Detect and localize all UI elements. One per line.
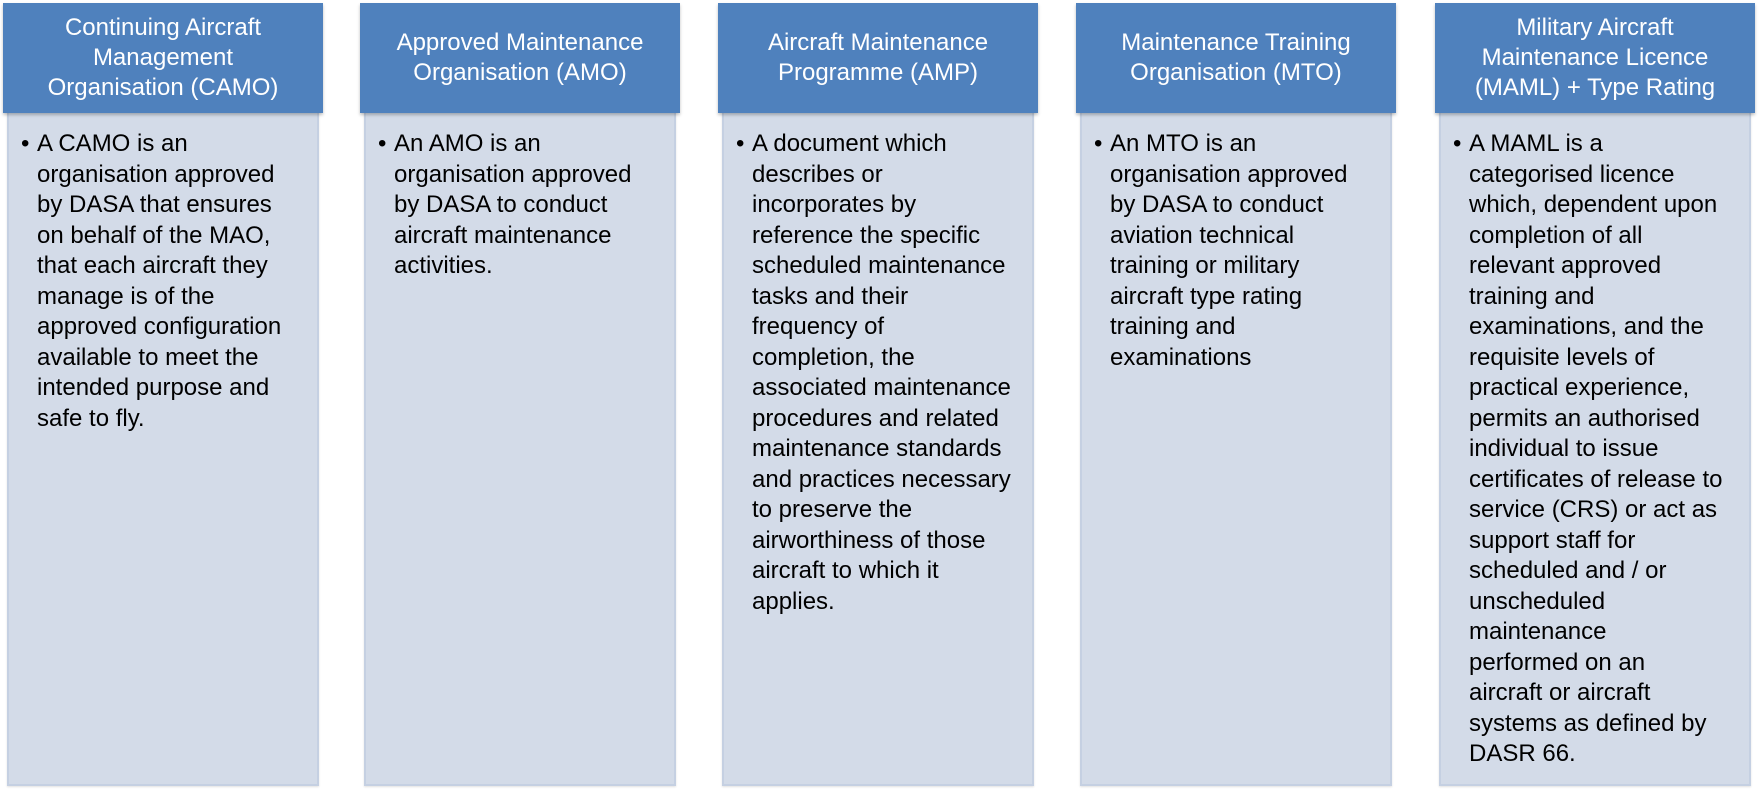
- column-description-maml: A MAML is a categorised licence which, dependent upon completion of all relevant approved training and examinations, and the requisite levels of practical experience, permits an authorised individual to issue certificates of release to service (CRS) or act as support staff for scheduled and / or unscheduled maintenance performed on an aircraft or aircraft systems as defined by DASR 66.: [1469, 130, 1723, 767]
- column-body-amp: [722, 111, 1034, 786]
- column-description-amo: An AMO is an organisation approved by DASA to conduct aircraft maintenance activities.: [394, 130, 632, 279]
- column-header-camo: [3, 3, 323, 113]
- column-description-camo: A CAMO is an organisation approved by DASA that ensures on behalf of the MAO, that each aircraft they manage is of the approved configuration available to meet the intended purpose and safe to fly.: [37, 130, 282, 432]
- column-header-amp: [718, 3, 1038, 113]
- bullet-marker: •: [21, 130, 30, 157]
- column-camo: [3, 3, 323, 789]
- column-header-mto: [1076, 3, 1396, 113]
- column-body-camo: [7, 111, 319, 786]
- column-body-amo: [364, 111, 676, 786]
- column-header-amo: [360, 3, 680, 113]
- column-body-mto: [1080, 111, 1392, 786]
- column-title-mto: Maintenance Training Organisation (MTO): [1121, 29, 1351, 86]
- column-mto: [1076, 3, 1396, 789]
- column-amp: [718, 3, 1038, 789]
- column-body-maml: [1439, 111, 1751, 786]
- bullet-item-mto: [1094, 129, 1384, 373]
- column-title-maml: Military Aircraft Maintenance Licence (MAML) + Type Rating: [1474, 14, 1716, 101]
- bullet-marker: •: [378, 130, 387, 157]
- column-description-mto: An MTO is an organisation approved by DASA to conduct aviation technical training or military aircraft type rating training and examinations: [1110, 130, 1348, 371]
- column-maml: [1435, 3, 1755, 789]
- bullet-marker: •: [736, 130, 745, 157]
- column-title-camo: Continuing Aircraft Management Organisation (CAMO): [47, 14, 279, 101]
- bullet-marker: •: [1094, 130, 1103, 157]
- bullet-item-amp: [736, 129, 1026, 617]
- bullet-item-amo: [378, 129, 668, 282]
- column-header-maml: [1435, 3, 1755, 113]
- column-title-amp: Aircraft Maintenance Programme (AMP): [767, 29, 989, 86]
- bullet-item-camo: [21, 129, 311, 434]
- column-amo: [360, 3, 680, 789]
- bullet-marker: •: [1453, 130, 1462, 157]
- column-description-amp: A document which describes or incorporates by reference the specific scheduled maintenance tasks and their frequency of completion, the associated maintenance procedures and related maintenance standards and practices necessary to preserve the airworthiness of those aircraft to which it applies.: [752, 130, 1011, 615]
- column-title-amo: Approved Maintenance Organisation (AMO): [396, 29, 644, 86]
- bullet-item-maml: [1453, 129, 1743, 770]
